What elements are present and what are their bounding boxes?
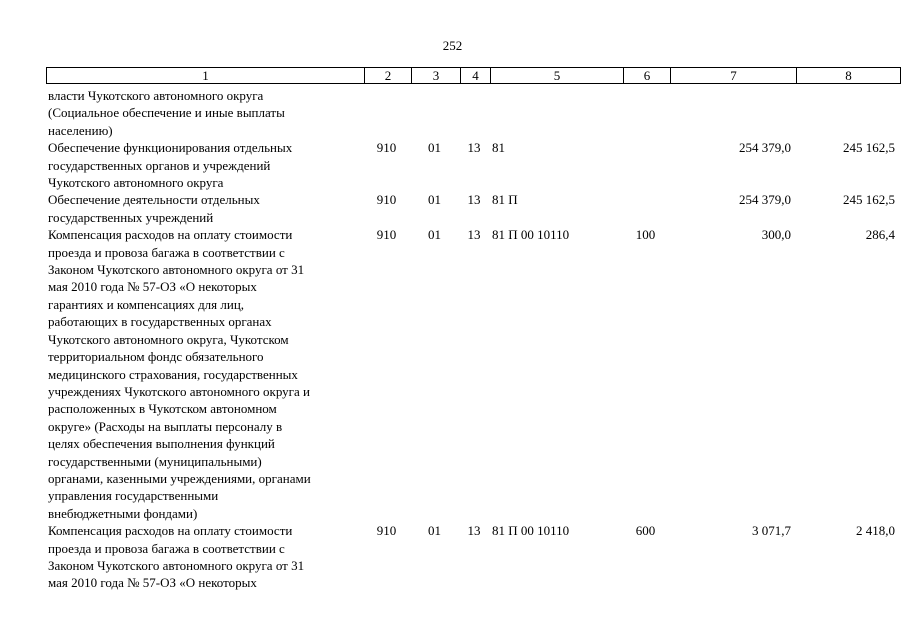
row-col-2: 910 bbox=[376, 140, 397, 156]
row-col-4: 13 bbox=[467, 227, 481, 243]
row-col-8: 245 162,5 bbox=[843, 140, 895, 156]
row-col-7: 300,0 bbox=[761, 227, 791, 243]
row-col-4: 13 bbox=[467, 140, 481, 156]
row-name-line: внебюджетными фондами) bbox=[48, 505, 198, 521]
row-name-line: работающих в государственных органах bbox=[48, 314, 272, 330]
row-col-3: 01 bbox=[428, 227, 441, 243]
row-col-6 bbox=[622, 139, 669, 191]
row-col-5: 81 bbox=[492, 140, 505, 156]
row-name bbox=[46, 139, 363, 191]
table-row bbox=[46, 139, 899, 191]
row-col-3: 01 bbox=[428, 523, 441, 539]
header-col-8: 8 bbox=[796, 68, 900, 83]
row-name-line: Законом Чукотского автономного округа от 31 bbox=[48, 262, 305, 278]
row-col-8 bbox=[795, 87, 899, 139]
table-row bbox=[46, 226, 899, 522]
row-name-line: расположенных в Чукотском автономном bbox=[48, 401, 277, 417]
row-name-line: территориальном фондс обязательного bbox=[48, 349, 264, 365]
header-col-7: 7 bbox=[670, 68, 796, 83]
row-name-line: учреждениях Чукотского автономного округа и bbox=[48, 383, 310, 399]
row-name-line: государственных органов и учреждений bbox=[48, 157, 271, 173]
row-name-line: Обеспечение деятельности отдельных bbox=[48, 192, 260, 208]
row-name-line: мая 2010 года № 57-ОЗ «О некоторых bbox=[48, 279, 257, 295]
row-col-8: 2 418,0 bbox=[856, 523, 895, 539]
row-col-8: 245 162,5 bbox=[843, 192, 895, 208]
row-name-line: Компенсация расходов на оплату стоимости bbox=[48, 523, 293, 539]
row-name-line: мая 2010 года № 57-ОЗ «О некоторых bbox=[48, 575, 257, 591]
row-col-5 bbox=[489, 87, 622, 139]
row-name-line: медицинского страхования, государственных bbox=[48, 366, 298, 382]
row-name bbox=[46, 191, 363, 226]
row-col-4: 13 bbox=[467, 192, 481, 208]
row-name-line: Чукотского автономного округа, Чукотском bbox=[48, 331, 289, 347]
row-name-line: округе» (Расходы на выплаты персоналу в bbox=[48, 418, 283, 434]
row-col-7 bbox=[669, 87, 795, 139]
row-name-line: населению) bbox=[48, 122, 113, 138]
row-col-7: 3 071,7 bbox=[752, 523, 791, 539]
row-col-2: 910 bbox=[376, 192, 397, 208]
row-name-line: органами, казенными учреждениями, органами bbox=[48, 470, 311, 486]
row-name bbox=[46, 87, 363, 139]
row-col-2: 910 bbox=[376, 523, 397, 539]
row-name-line: Законом Чукотского автономного округа от 31 bbox=[48, 557, 305, 573]
row-col-6: 600 bbox=[635, 523, 656, 539]
row-name bbox=[46, 226, 363, 522]
row-col-3: 01 bbox=[428, 192, 441, 208]
row-col-7: 254 379,0 bbox=[739, 140, 791, 156]
row-col-4 bbox=[459, 87, 489, 139]
row-col-3 bbox=[410, 87, 459, 139]
header-col-5: 5 bbox=[490, 68, 623, 83]
row-name-line: власти Чукотского автономного округа bbox=[48, 88, 264, 103]
row-col-2 bbox=[363, 87, 410, 139]
table-row bbox=[46, 522, 899, 592]
row-col-5: 81 П 00 10110 bbox=[492, 523, 570, 539]
row-name-line: проезда и провоза багажа в соответствии с bbox=[48, 540, 285, 556]
row-col-5: 81 П 00 10110 bbox=[492, 227, 570, 243]
table-header bbox=[46, 67, 901, 84]
row-name-line: государственными (муниципальными) bbox=[48, 453, 262, 469]
header-col-3: 3 bbox=[411, 68, 460, 83]
row-col-3: 01 bbox=[428, 140, 441, 156]
row-name-line: целях обеспечения выполнения функций bbox=[48, 436, 275, 452]
header-col-4: 4 bbox=[460, 68, 490, 83]
row-col-6: 100 bbox=[635, 227, 656, 243]
row-col-4: 13 bbox=[467, 523, 481, 539]
table-body bbox=[46, 87, 899, 592]
header-col-2: 2 bbox=[364, 68, 411, 83]
row-name-line: государственных учреждений bbox=[48, 209, 214, 225]
row-name-line: Компенсация расходов на оплату стоимости bbox=[48, 227, 293, 243]
row-name-line: управления государственными bbox=[48, 488, 219, 504]
row-name-line: проезда и провоза багажа в соответствии с bbox=[48, 244, 285, 260]
row-col-6 bbox=[622, 191, 669, 226]
header-col-1: 1 bbox=[202, 68, 209, 83]
table-row bbox=[46, 191, 899, 226]
row-name-line: (Социальное обеспечение и иные выплаты bbox=[48, 105, 285, 121]
row-name-line: Чукотского автономного округа bbox=[48, 175, 224, 191]
row-col-7: 254 379,0 bbox=[739, 192, 791, 208]
row-col-5: 81 П bbox=[492, 192, 518, 208]
table-row bbox=[46, 87, 899, 139]
row-col-2: 910 bbox=[376, 227, 397, 243]
row-col-8: 286,4 bbox=[865, 227, 895, 243]
page-number: 252 bbox=[442, 38, 463, 53]
row-name bbox=[46, 522, 363, 592]
row-name-line: Обеспечение функционирования отдельных bbox=[48, 140, 293, 156]
row-name-line: гарантиях и компенсациях для лиц, bbox=[48, 296, 245, 312]
row-col-6 bbox=[622, 87, 669, 139]
header-col-6: 6 bbox=[623, 68, 670, 83]
